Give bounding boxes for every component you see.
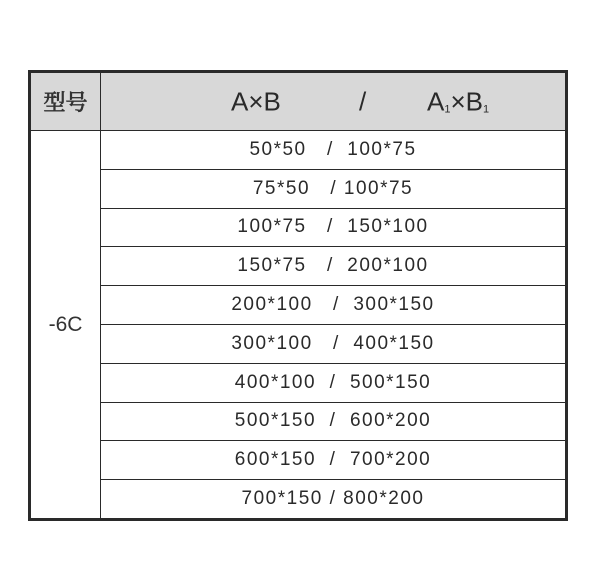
table-row [31,286,566,325]
model-column-header: 型号 [31,73,101,131]
times-symbol-2: × [450,86,466,116]
model-value-cell: -6C [31,131,101,519]
dim-b-text: B [263,86,281,116]
dimension-separator: / [359,86,367,116]
dimension-cell: 100*75 / 150*100 [101,208,566,247]
dimension-cell: 500*150 / 600*200 [101,402,566,441]
dimension-cell: 600*150 / 700*200 [101,441,566,480]
table-row [31,480,566,519]
table-row [31,169,566,208]
table-row [31,131,566,170]
table-header-row [31,73,566,131]
spec-table-container [28,70,568,521]
dimension-cell: 700*150 / 800*200 [101,480,566,519]
dimension-ab-label [231,86,281,117]
dimension-column-header [101,73,566,131]
dimension-cell: 200*100 / 300*150 [101,286,566,325]
table-row [31,208,566,247]
dimension-cell: 50*50 / 100*75 [101,131,566,170]
spec-table [30,72,566,519]
dimension-cell: 150*75 / 200*100 [101,247,566,286]
table-row [31,402,566,441]
dim-b1-text: B [465,86,483,116]
dimension-cell: 300*100 / 400*150 [101,324,566,363]
dim-b1-subscript: 1 [483,103,490,115]
dim-a-text: A [231,86,249,116]
table-row [31,363,566,402]
dimension-cell: 75*50 / 100*75 [101,169,566,208]
dimension-cell: 400*100 / 500*150 [101,363,566,402]
dim-a1-subscript: 1 [444,103,451,115]
table-row [31,441,566,480]
table-row [31,324,566,363]
dim-a1-text: A [427,86,445,116]
times-symbol: × [248,86,264,116]
dimension-a1b1-label [427,86,489,117]
table-row [31,247,566,286]
